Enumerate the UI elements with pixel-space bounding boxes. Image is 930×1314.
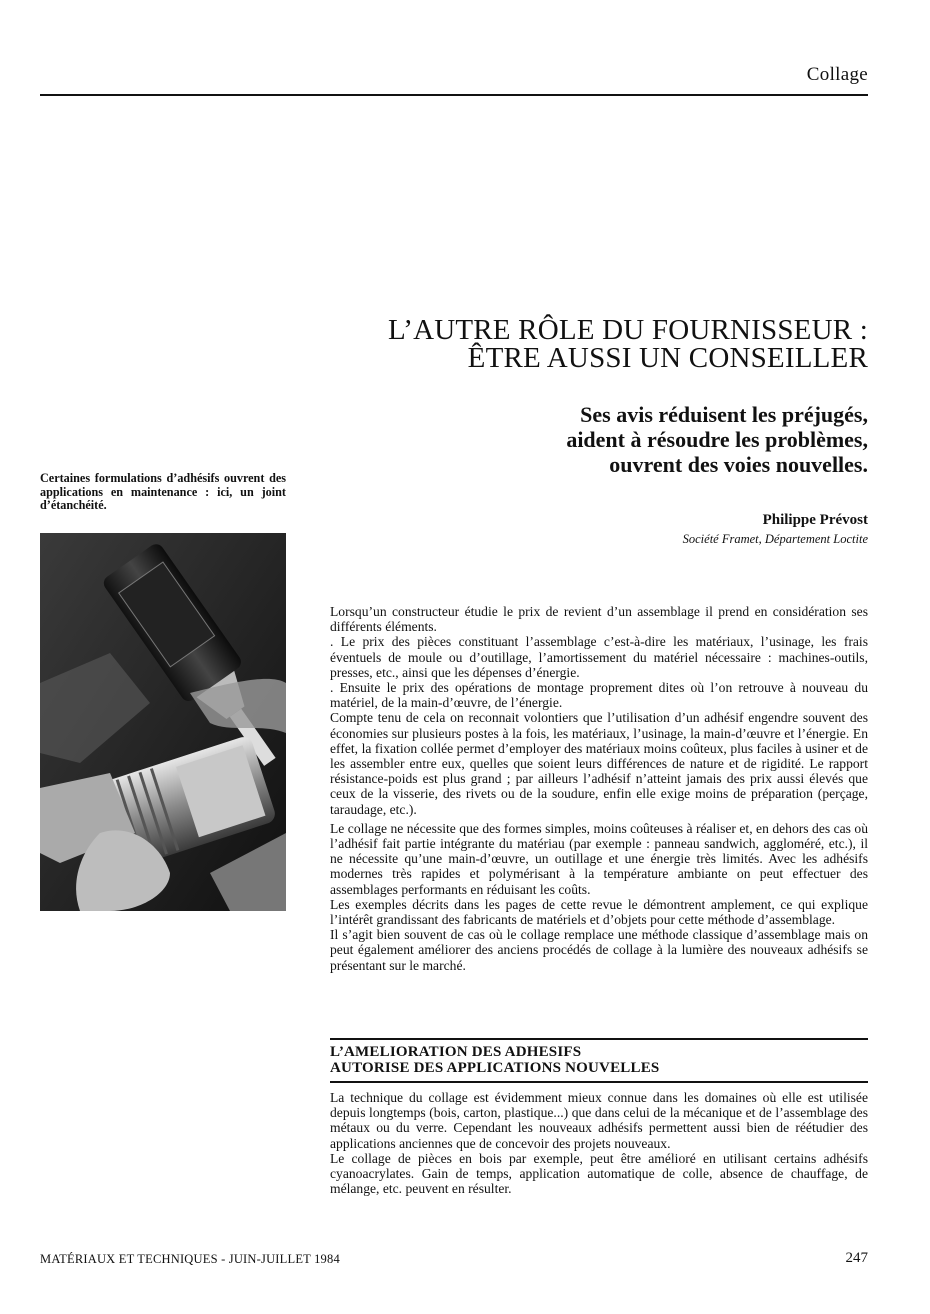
author-name: Philippe Prévost [762, 512, 868, 528]
intro-paragraph-7: Il s’agit bien souvent de cas où le collage remplace une méthode classique d’assemblage mais on peut également améliorer des anciens procédés de collage à la lumière des nouveaux adhésifs se présentant sur le marché. [330, 927, 868, 973]
running-header: Collage [806, 64, 868, 85]
page-number: 247 [845, 1250, 868, 1266]
footer-journal: MATÉRIAUX ET TECHNIQUES - JUIN-JUILLET 1984 [40, 1252, 340, 1266]
intro-paragraph-3: . Ensuite le prix des opérations de montage proprement dites où l’on retrouve à nouveau du matériel, de la main-d’œuvre, de l’énergie. [330, 680, 868, 711]
section-text [330, 1090, 868, 1196]
photo-illustration [40, 533, 286, 911]
intro-paragraph-4: Compte tenu de cela on reconnait volontiers que l’utilisation d’un adhésif engendre souvent des économies sur plusieurs postes à la fois, les matériaux, l’usinage, la main-d’œuvre et l’énergie. En effet, la fixation collée permet d’employer des matériaux moins coûteux, plus faciles à usiner et de les assembler entre eux, quelles que soient leurs différences de nature et de rigidité. Le rapport résistance-poids est plus grand ; par ailleurs l’adhésif n’atteint jamais des prix aussi élevés que ceux de la visserie, des rivets ou de la soudure, enfin elle exige moins de préparation (perçage, taraudage, etc.). [330, 710, 868, 817]
header-rule [40, 94, 868, 96]
section-heading-line-1: L’AMELIORATION DES ADHESIFS [330, 1044, 582, 1060]
intro-paragraph-6: Les exemples décrits dans les pages de cette revue le démontrent amplement, ce qui explique l’intérêt grandissant des fabricants de matériels et d’objets pour cette méthode d’assemblage. [330, 896, 868, 928]
subtitle-line-3: ouvrent des voies nouvelles. [609, 452, 868, 477]
figure-photo [40, 533, 286, 911]
subtitle-line-1: Ses avis réduisent les préjugés, [580, 402, 868, 427]
section-rule-bottom [330, 1081, 868, 1083]
intro-text [330, 604, 868, 973]
author-affiliation: Société Framet, Département Loctite [682, 532, 868, 546]
section-paragraph-2: Le collage de pièces en bois par exemple, peut être amélioré en utilisant certains adhésifs cyanoacrylates. Gain de temps, application automatique de colle, absence de chauffage, de mélange, etc. peuvent en résulter. [330, 1150, 868, 1197]
intro-paragraph-1: Lorsqu’un constructeur étudie le prix de revient d’un assemblage il prend en considération ses différents éléments. [330, 604, 868, 635]
section-rule-top [330, 1038, 868, 1040]
figure-caption: Certaines formulations d’adhésifs ouvrent des applications en maintenance : ici, un joint d’étanchéité. [40, 471, 286, 512]
subtitle-line-2: aident à résoudre les problèmes, [566, 427, 868, 452]
section-heading-line-2: AUTORISE DES APPLICATIONS NOUVELLES [330, 1060, 660, 1076]
title-line-2: ÊTRE AUSSI UN CONSEILLER [467, 342, 868, 374]
section-heading [330, 1044, 868, 1076]
intro-paragraph-5: Le collage ne nécessite que des formes simples, moins coûteuses à réaliser et, en dehors des cas où l’adhésif fait partie intégrante du matériau (par exemple : panneau sandwich, aggloméré, etc.), il ne nécessite qu’une main-d’œuvre, un outillage et une énergie très limités. Avec les adhésifs modernes très rapides et polymérisant à la température ambiante on peut effectuer des assemblages performants en réduisant les coûts. [330, 820, 868, 897]
title-line-1: L’AUTRE RÔLE DU FOURNISSEUR : [387, 314, 868, 346]
article-subtitle [308, 402, 868, 477]
intro-paragraph-2: . Le prix des pièces constituant l’assemblage c’est-à-dire les matériaux, l’usinage, les frais éventuels de moule ou d’outillage, l’amortissement du matériel nécessaire : machines-outils, presses, etc., ainsi que les dépenses d’énergie. [330, 634, 868, 680]
article-title [268, 316, 868, 372]
section-paragraph-1: La technique du collage est évidemment mieux connue dans les domaines où elle est utilisée depuis longtemps (bois, carton, plastique...) que dans celui de la mécanique et de l’assemblage des métaux ou du verre. Cependant les nouveaux adhésifs permettent aussi bien de réétudier des applications anciennes que de concevoir des projets nouveaux. [330, 1090, 868, 1151]
